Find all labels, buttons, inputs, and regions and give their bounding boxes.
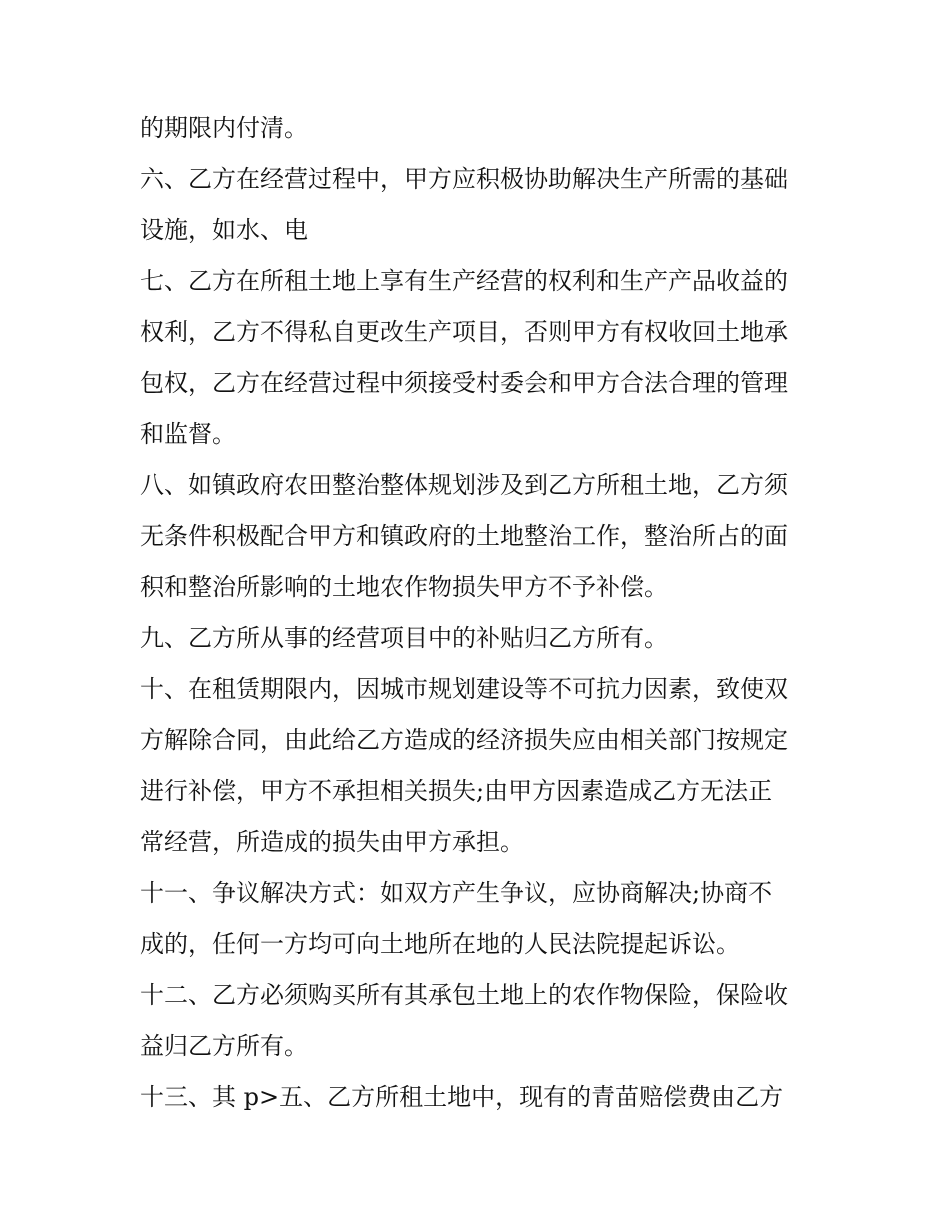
text-line: 常经营，所造成的损失由甲方承担。 <box>140 828 524 856</box>
text-line: 益归乙方所有。 <box>140 1032 308 1060</box>
text-line: 十三、其 p>五、乙方所租土地中，现有的青苗赔偿费由乙方 <box>140 1083 784 1111</box>
text-line: 无条件积极配合甲方和镇政府的土地整治工作，整治所占的面 <box>140 522 788 550</box>
text-line: 九、乙方所从事的经营项目中的补贴归乙方所有。 <box>140 624 668 652</box>
text-line: 权利，乙方不得私自更改生产项目，否则甲方有权收回土地承 <box>140 318 788 346</box>
text-line: 方解除合同，由此给乙方造成的经济损失应由相关部门按规定 <box>140 726 788 754</box>
text-line: 十一、争议解决方式：如双方产生争议，应协商解决;协商不 <box>140 879 773 907</box>
text-line: 八、如镇政府农田整治整体规划涉及到乙方所租土地，乙方须 <box>140 471 788 499</box>
text-line: 的期限内付清。 <box>140 114 308 142</box>
text-line: 六、乙方在经营过程中，甲方应积极协助解决生产所需的基础 <box>140 165 788 193</box>
text-line: 成的，任何一方均可向土地所在地的人民法院提起诉讼。 <box>140 930 740 958</box>
text-line: 进行补偿，甲方不承担相关损失;由甲方因素造成乙方无法正 <box>140 777 773 805</box>
text-line: 十二、乙方必须购买所有其承包土地上的农作物保险，保险收 <box>140 981 788 1009</box>
text-line: 积和整治所影响的土地农作物损失甲方不予补偿。 <box>140 573 668 601</box>
text-line: 和监督。 <box>140 420 236 448</box>
contract-text <box>140 108 820 1128</box>
text-line: 设施，如水、电 <box>140 216 308 244</box>
text-line: 七、乙方在所租土地上享有生产经营的权利和生产产品收益的 <box>140 267 788 295</box>
text-line: 十、在租赁期限内，因城市规划建设等不可抗力因素，致使双 <box>140 675 788 703</box>
text-line: 包权，乙方在经营过程中须接受村委会和甲方合法合理的管理 <box>140 369 788 397</box>
